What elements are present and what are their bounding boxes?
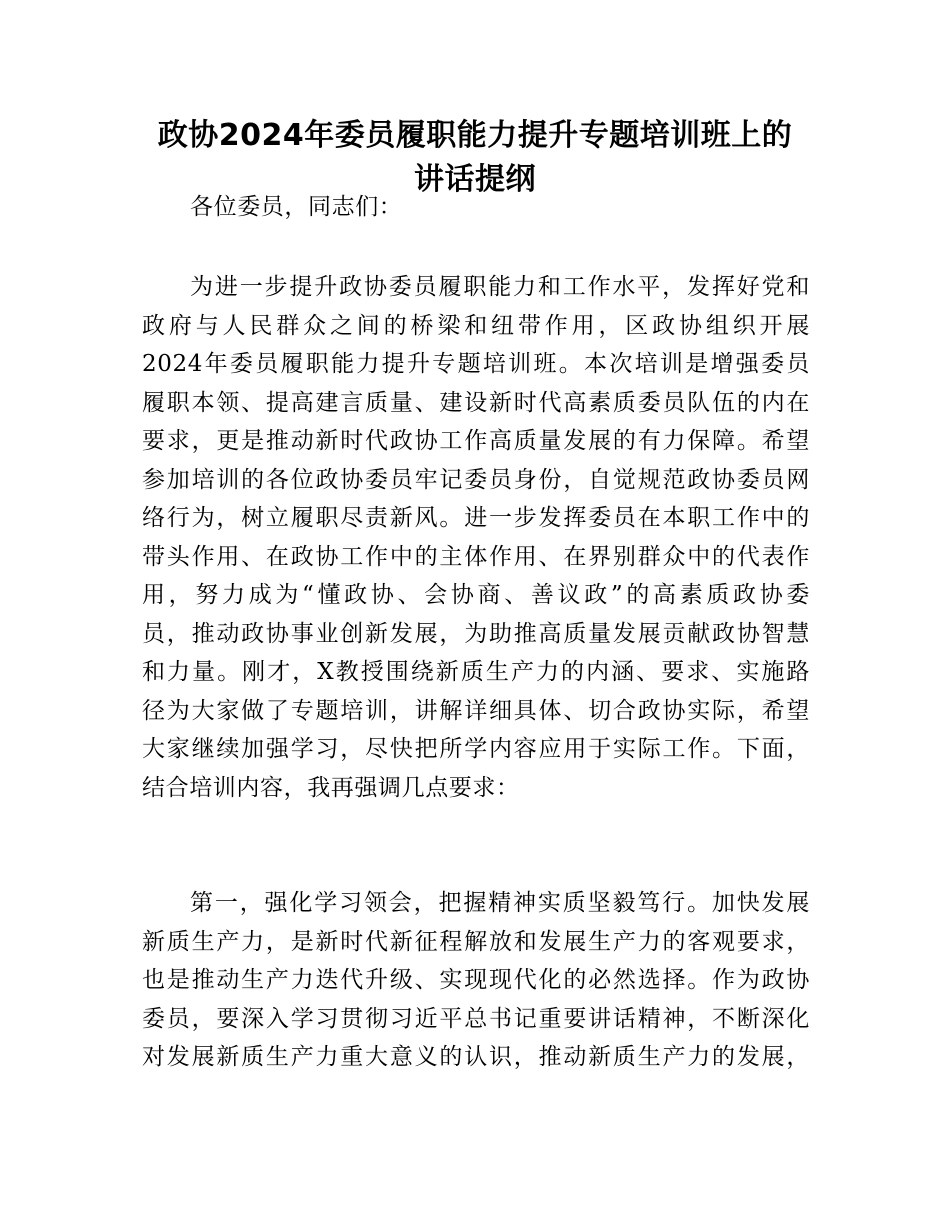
paragraph-line: 第一，强化学习领会，把握精神实质坚毅笃行。加快发展: [190, 890, 810, 916]
paragraph-line: 络行为，树立履职尽责新风。进一步发挥委员在本职工作中的: [142, 505, 810, 531]
paragraph-line: 为进一步提升政协委员履职能力和工作水平，发挥好党和: [190, 274, 810, 300]
greeting-text: 各位委员，同志们：: [190, 194, 403, 220]
paragraph-line: 参加培训的各位政协委员牢记委员身份，自觉规范政协委员网: [142, 466, 810, 493]
paragraph-line: 用，努力成为“懂政协、会协商、善议政”的高素质政协委: [142, 582, 810, 608]
paragraph-line: 带头作用、在政协工作中的主体作用、在界别群众中的代表作: [142, 543, 810, 570]
paragraph-line: 大家继续加强学习，尽快把所学内容应用于实际工作。下面，: [142, 736, 810, 762]
paragraph-line: 对发展新质生产力重大意义的认识，推动新质生产力的发展，: [142, 1044, 810, 1070]
title-line-2: 讲话提纲: [414, 162, 536, 197]
paragraph-line: 也是推动生产力迭代升级、实现现代化的必然选择。作为政协: [142, 967, 810, 993]
paragraph-2: [142, 884, 810, 1077]
title-line-1: 政协2024年委员履职能力提升专题培训班上的: [157, 118, 793, 153]
paragraph-line: 员，推动政协事业创新发展，为助推高质量发展贡献政协智慧: [142, 620, 810, 647]
paragraph-line: 履职本领、提高建言质量、建设新时代高素质委员队伍的内在: [142, 389, 810, 416]
paragraph-line: 新质生产力，是新时代新征程解放和发展生产力的客观要求，: [142, 928, 810, 955]
paragraph-line: 委员，要深入学习贯彻习近平总书记重要讲话精神，不断深化: [142, 1005, 810, 1032]
paragraph-line: 结合培训内容，我再强调几点要求：: [142, 774, 520, 801]
greeting-paragraph: [142, 188, 810, 227]
paragraph-line: 和力量。刚才，X教授围绕新质生产力的内涵、要求、实施路: [142, 659, 810, 685]
paragraph-1: [142, 268, 810, 807]
paragraph-line: 2024年委员履职能力提升专题培训班。本次培训是增强委员: [142, 351, 810, 377]
paragraph-line: 径为大家做了专题培训，讲解详细具体、切合政协实际，希望: [142, 697, 810, 724]
paragraph-line: 政府与人民群众之间的桥梁和纽带作用，区政协组织开展: [142, 312, 810, 339]
paragraph-line: 要求，更是推动新时代政协工作高质量发展的有力保障。希望: [142, 428, 810, 454]
